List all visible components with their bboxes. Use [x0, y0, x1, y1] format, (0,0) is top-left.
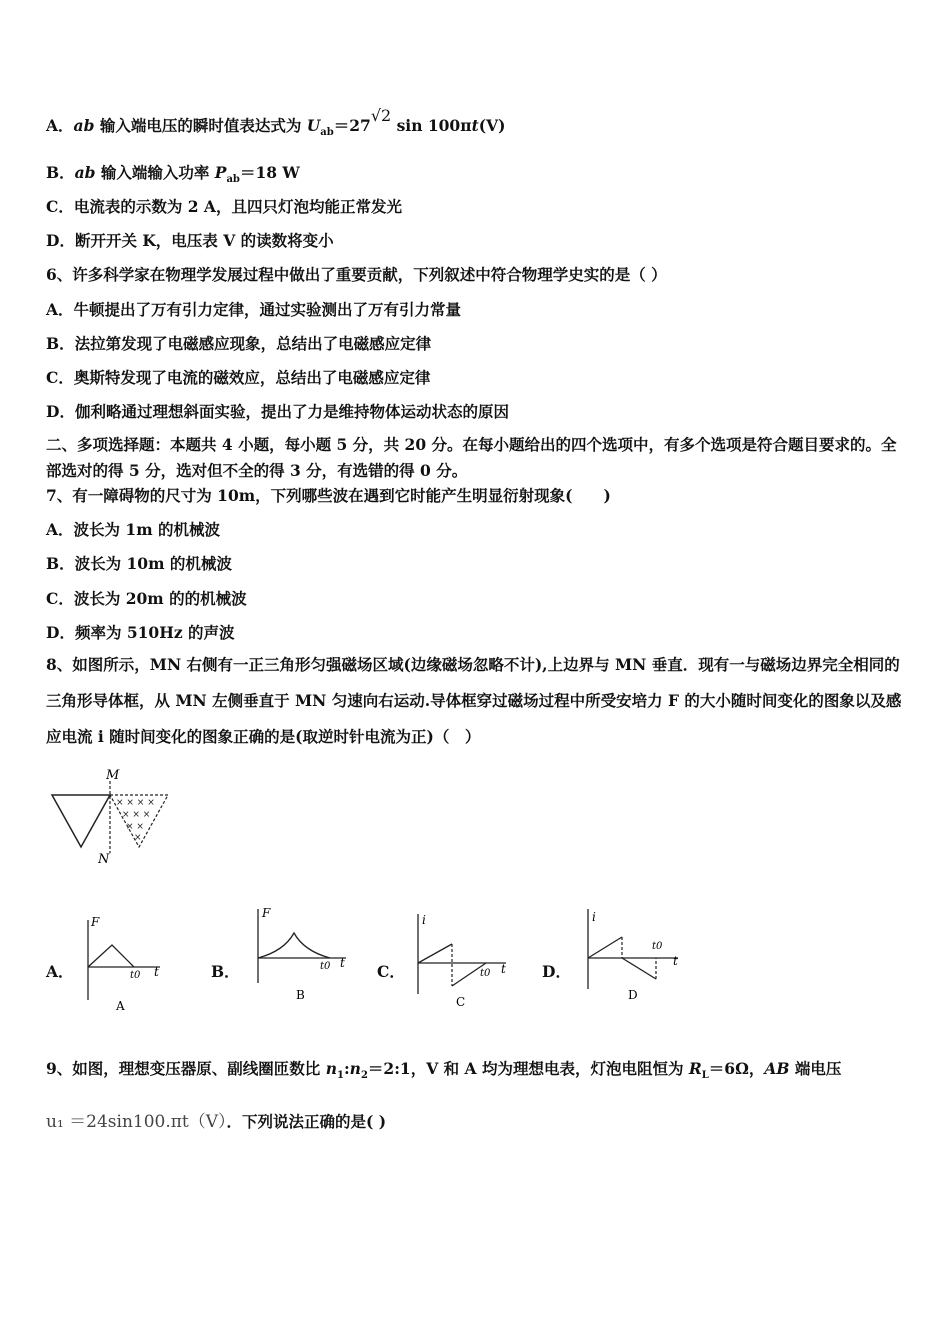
q8-stem: 8、如图所示，MN 右侧有一正三角形匀强磁场区域(边缘磁场忽略不计),上边界与 MN 垂直．现有一与磁场边界完全相同的三角形导体框，从 MN 左侧垂直于 MN 匀速向右运动.导体框穿过磁场过程中所受安培力 F 的大小随时间变化的图象以及感应电流 i 随时间变化的图象正确的是(取逆时针电流为正)（ ）: [46, 655, 902, 746]
graph-d: [578, 903, 688, 1003]
q6-option-a: A．牛顿提出了万有引力定律，通过实验测出了万有引力常量: [46, 300, 462, 319]
svg-text:× × × ×: × × × ×: [116, 798, 155, 808]
q6-option-c: C．奥斯特发现了电流的磁效应，总结出了电磁感应定律: [46, 368, 431, 387]
graph-b: [246, 903, 356, 1003]
svg-text:× ×: × ×: [126, 822, 144, 832]
q9-formula: u₁ ＝24sin100.πt（V）: [46, 1112, 227, 1132]
q8-label-b: B．: [211, 962, 240, 981]
svg-text:t: t: [340, 956, 345, 970]
q7-option-c: C．波长为 20m 的的机械波: [46, 589, 247, 608]
graph-b-curve: [258, 933, 330, 958]
q8-label-c: C．: [377, 962, 405, 981]
q5-option-b: B．ab 输入端输入功率 $P_{ab}=18$ W: [46, 163, 300, 186]
section-header: 二、多项选择题：本题共 4 小题，每小题 5 分，共 20 分。在每小题给出的四个选项中，有多个选项是符合题目要求的。全部选对的得 5 分，选对但不全的得 3 分，有选错的得 0 分。: [46, 435, 897, 480]
svg-text:t: t: [501, 962, 506, 976]
q6-option-b: B．法拉第发现了电磁感应现象，总结出了电磁感应定律: [46, 334, 432, 353]
svg-text:D: D: [628, 988, 638, 1002]
svg-text:F: F: [91, 915, 100, 929]
q7-option-a: A．波长为 1m 的机械波: [46, 520, 221, 539]
sqrt-two: √2: [370, 106, 392, 125]
svg-text:t: t: [154, 965, 159, 979]
svg-text:i: i: [422, 913, 426, 927]
conductor-frame: [52, 795, 110, 847]
graph-d-curve: [622, 958, 656, 979]
q5-option-d: D．断开开关 K，电压表 V 的读数将变小: [46, 231, 334, 250]
q7-stem: 7、有一障碍物的尺寸为 10m，下列哪些波在遇到它时能产生明显衍射现象( ): [46, 486, 611, 505]
svg-text:×: ×: [134, 833, 142, 843]
svg-text:A: A: [116, 999, 125, 1012]
graph-c: [408, 906, 518, 1010]
q6-stem: 6、许多科学家在物理学发展过程中做出了重要贡献，下列叙述中符合物理学史实的是（ ）: [46, 265, 667, 284]
svg-text:t0: t0: [130, 970, 141, 981]
svg-text:F: F: [262, 906, 271, 920]
svg-text:t0: t0: [480, 968, 491, 979]
svg-text:i: i: [592, 910, 596, 924]
label-m: M: [106, 768, 120, 783]
svg-text:× × ×: × × ×: [122, 810, 151, 820]
svg-text:t0: t0: [652, 941, 663, 952]
field-crosses: [116, 798, 155, 843]
q7-option-b: B．波长为 10m 的机械波: [46, 554, 232, 573]
q8-label-a: A．: [46, 962, 74, 981]
svg-text:t0: t0: [320, 961, 331, 972]
q5-option-a: A．ab 输入端电压的瞬时值表达式为 $U_{ab}=27√2$ sin 100πt(V): [46, 106, 506, 139]
q7-option-d: D．频率为 510Hz 的声波: [46, 623, 235, 642]
svg-text:B: B: [296, 988, 305, 1002]
graph-a-curve: [88, 945, 134, 967]
graph-a: [78, 912, 178, 1012]
q8-label-d: D．: [542, 962, 571, 981]
q5-option-c: C．电流表的示数为 2 A，且四只灯泡均能正常发光: [46, 197, 402, 216]
label-n: N: [98, 852, 110, 865]
svg-text:t: t: [673, 954, 678, 968]
q9-stem: 9、如图，理想变压器原、副线圈匝数比 $n_1:n_2=2:1$，V 和 A 均为理想电表，灯泡电阻恒为 $R_L=6\Omega$，AB 端电压: [46, 1059, 842, 1082]
q6-option-d: D．伽利略通过理想斜面实验，提出了力是维持物体运动状态的原因: [46, 402, 509, 421]
q9-formula-line: u₁ ＝24sin100.πt（V）．下列说法正确的是( ): [46, 1112, 387, 1132]
q8-field-figure: [46, 765, 176, 865]
svg-text:C: C: [456, 995, 466, 1009]
